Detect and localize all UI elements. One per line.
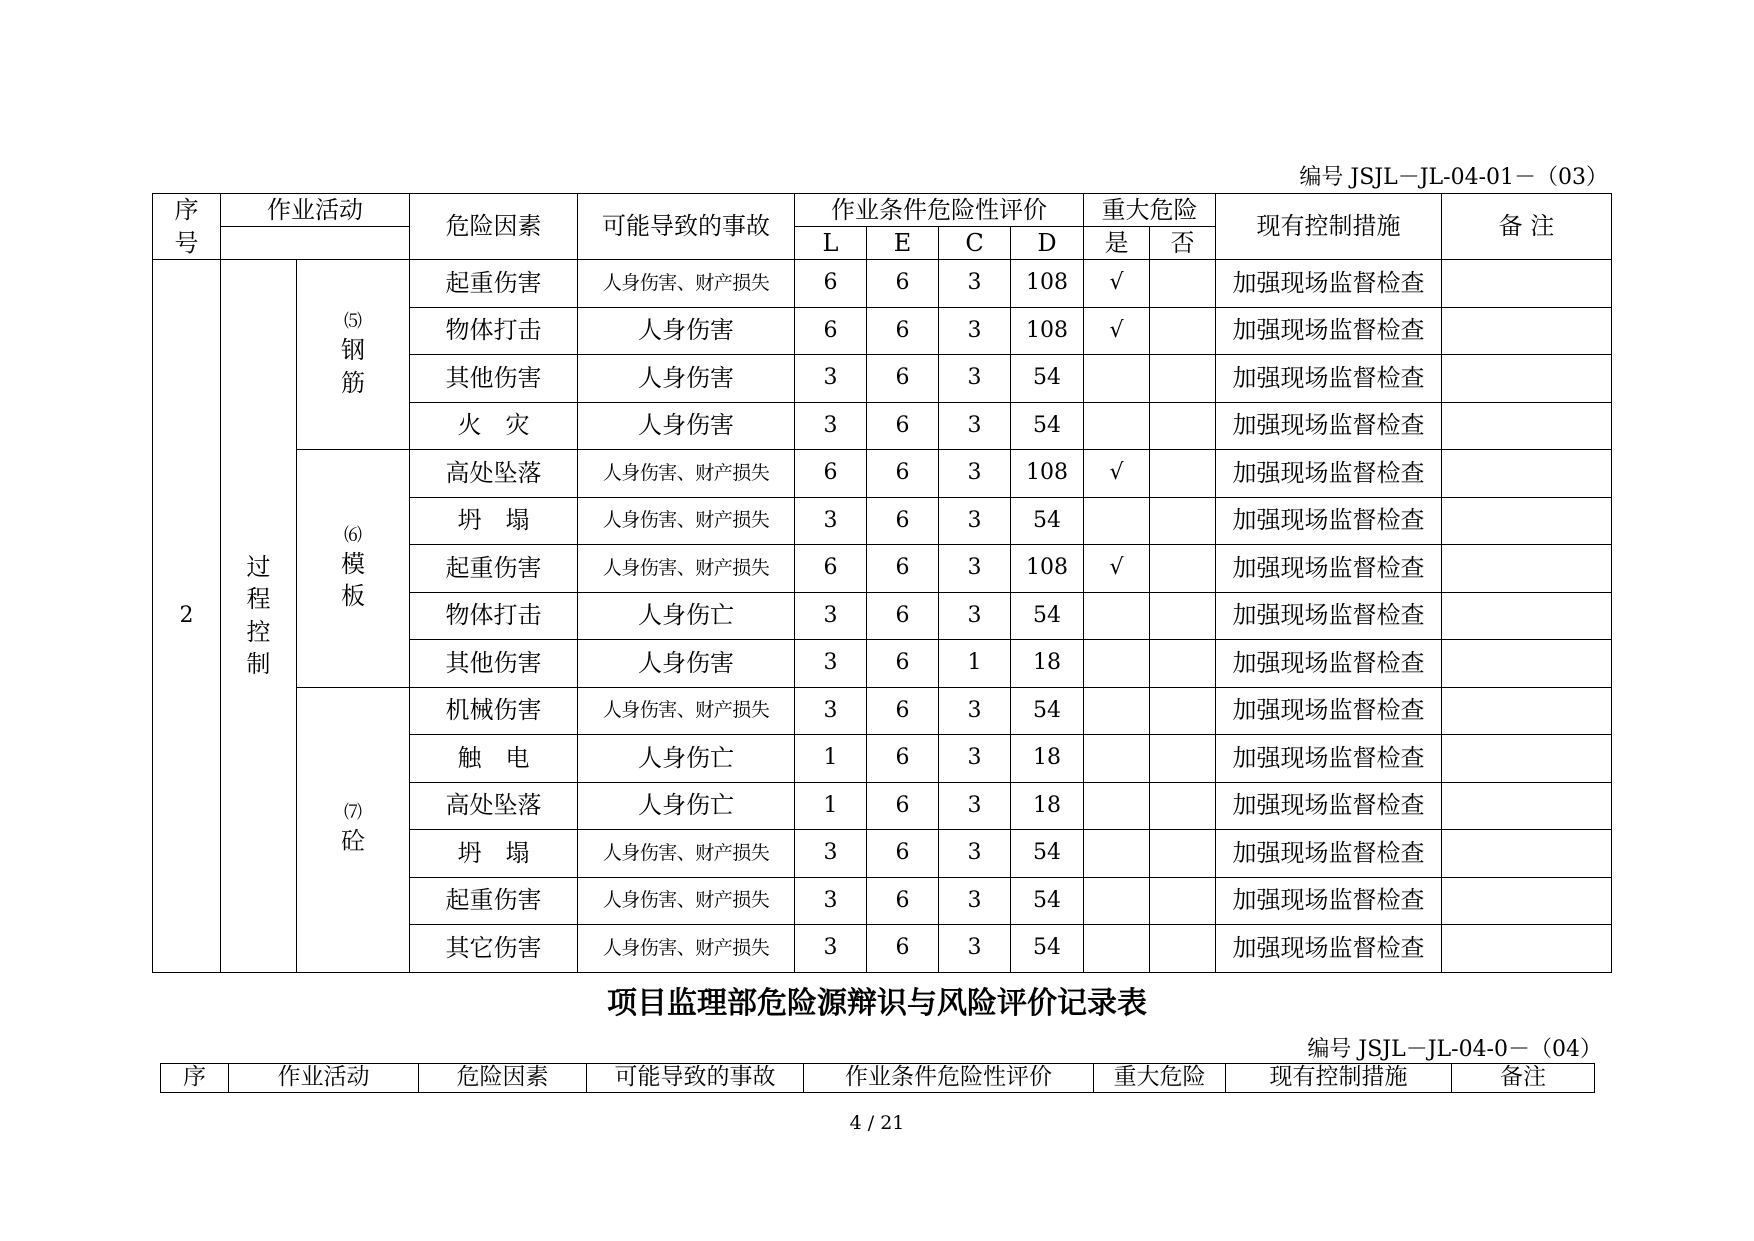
control-cell: 加强现场监督检查 <box>1216 260 1442 308</box>
c-value-cell: 3 <box>939 592 1011 640</box>
header-accident: 可能导致的事故 <box>578 194 795 260</box>
control-cell: 加强现场监督检查 <box>1216 877 1442 925</box>
major-yes-cell <box>1084 592 1150 640</box>
major-yes-cell <box>1084 830 1150 878</box>
header-hazard: 危险因素 <box>410 194 578 260</box>
remark-cell <box>1442 830 1612 878</box>
control-cell: 加强现场监督检查 <box>1216 497 1442 545</box>
remark-cell <box>1442 592 1612 640</box>
activity-sub-cell <box>297 687 410 972</box>
header-evaluation: 作业条件危险性评价 <box>795 194 1084 227</box>
major-yes-cell <box>1084 735 1150 783</box>
hazard-cell: 坍 塌 <box>410 830 578 878</box>
major-yes-cell: √ <box>1084 450 1150 498</box>
control-cell: 加强现场监督检查 <box>1216 925 1442 973</box>
c-value-cell: 3 <box>939 830 1011 878</box>
c-value-cell: 3 <box>939 450 1011 498</box>
header-activity-lower <box>221 227 410 260</box>
c-value-cell: 3 <box>939 877 1011 925</box>
accident-cell: 人身伤害 <box>578 640 795 688</box>
remark-cell <box>1442 260 1612 308</box>
accident-cell: 人身伤害、财产损失 <box>578 260 795 308</box>
major-no-cell <box>1150 592 1216 640</box>
accident-cell: 人身伤害、财产损失 <box>578 830 795 878</box>
l-value-cell: 3 <box>795 640 867 688</box>
d-value-cell: 54 <box>1011 830 1084 878</box>
c-value-cell: 3 <box>939 735 1011 783</box>
d-value-cell: 54 <box>1011 355 1084 403</box>
c-value-cell: 3 <box>939 782 1011 830</box>
header-no: 否 <box>1150 227 1216 260</box>
e-value-cell: 6 <box>867 687 939 735</box>
control-cell: 加强现场监督检查 <box>1216 687 1442 735</box>
major-no-cell <box>1150 877 1216 925</box>
activity-sub-cell <box>297 260 410 450</box>
d-value-cell: 54 <box>1011 925 1084 973</box>
major-yes-cell <box>1084 687 1150 735</box>
e-value-cell: 6 <box>867 925 939 973</box>
major-no-cell <box>1150 782 1216 830</box>
major-no-cell <box>1150 687 1216 735</box>
hazard-cell: 机械伤害 <box>410 687 578 735</box>
major-yes-cell: √ <box>1084 307 1150 355</box>
c-value-cell: 3 <box>939 497 1011 545</box>
l-value-cell: 6 <box>795 545 867 593</box>
table-row <box>153 450 1612 498</box>
accident-cell: 人身伤害、财产损失 <box>578 925 795 973</box>
c-value-cell: 3 <box>939 402 1011 450</box>
second-header-seq: 序 <box>161 1064 229 1093</box>
remark-cell <box>1442 355 1612 403</box>
control-cell: 加强现场监督检查 <box>1216 450 1442 498</box>
header-control: 现有控制措施 <box>1216 194 1442 260</box>
e-value-cell: 6 <box>867 830 939 878</box>
major-no-cell <box>1150 355 1216 403</box>
remark-cell <box>1442 782 1612 830</box>
activity-sub-number: ⑺ <box>344 802 362 824</box>
second-header-hazard: 危险因素 <box>419 1064 587 1093</box>
major-yes-cell <box>1084 402 1150 450</box>
c-value-cell: 3 <box>939 307 1011 355</box>
l-value-cell: 3 <box>795 497 867 545</box>
activity-sub-label: 模板 <box>341 550 365 611</box>
hazard-cell: 物体打击 <box>410 592 578 640</box>
control-cell: 加强现场监督检查 <box>1216 735 1442 783</box>
e-value-cell: 6 <box>867 782 939 830</box>
header-D: D <box>1011 227 1084 260</box>
second-header-accident: 可能导致的事故 <box>587 1064 804 1093</box>
accident-cell: 人身伤亡 <box>578 592 795 640</box>
major-no-cell <box>1150 830 1216 878</box>
l-value-cell: 6 <box>795 307 867 355</box>
major-no-cell <box>1150 925 1216 973</box>
document-code-2: 编号 JSJL－JL-04-0－（04） <box>1307 1037 1602 1062</box>
c-value-cell: 3 <box>939 355 1011 403</box>
control-cell: 加强现场监督检查 <box>1216 402 1442 450</box>
activity-sub-number: ⑸ <box>344 310 362 332</box>
major-yes-cell <box>1084 497 1150 545</box>
accident-cell: 人身伤害 <box>578 307 795 355</box>
hazard-cell: 起重伤害 <box>410 545 578 593</box>
major-yes-cell: √ <box>1084 260 1150 308</box>
major-no-cell <box>1150 497 1216 545</box>
control-cell: 加强现场监督检查 <box>1216 592 1442 640</box>
major-no-cell <box>1150 640 1216 688</box>
hazard-cell: 其它伤害 <box>410 925 578 973</box>
major-yes-cell <box>1084 640 1150 688</box>
d-value-cell: 54 <box>1011 402 1084 450</box>
d-value-cell: 54 <box>1011 497 1084 545</box>
d-value-cell: 54 <box>1011 687 1084 735</box>
e-value-cell: 6 <box>867 355 939 403</box>
accident-cell: 人身伤害、财产损失 <box>578 497 795 545</box>
major-no-cell <box>1150 402 1216 450</box>
e-value-cell: 6 <box>867 497 939 545</box>
remark-cell <box>1442 450 1612 498</box>
major-no-cell <box>1150 735 1216 783</box>
activity-sub-number: ⑹ <box>344 524 362 546</box>
control-cell: 加强现场监督检查 <box>1216 830 1442 878</box>
hazard-cell: 起重伤害 <box>410 877 578 925</box>
l-value-cell: 1 <box>795 735 867 783</box>
second-header-row <box>161 1064 1595 1093</box>
remark-cell <box>1442 877 1612 925</box>
e-value-cell: 6 <box>867 307 939 355</box>
l-value-cell: 6 <box>795 450 867 498</box>
l-value-cell: 3 <box>795 355 867 403</box>
page-title: 项目监理部危险源辩识与风险评价记录表 <box>607 986 1147 1021</box>
accident-cell: 人身伤亡 <box>578 735 795 783</box>
seq-cell: 2 <box>153 260 221 973</box>
hazard-cell: 火 灾 <box>410 402 578 450</box>
l-value-cell: 3 <box>795 402 867 450</box>
l-value-cell: 3 <box>795 877 867 925</box>
l-value-cell: 3 <box>795 592 867 640</box>
header-remark: 备 注 <box>1442 194 1612 260</box>
d-value-cell: 54 <box>1011 877 1084 925</box>
remark-cell <box>1442 497 1612 545</box>
e-value-cell: 6 <box>867 735 939 783</box>
hazard-cell: 其他伤害 <box>410 640 578 688</box>
d-value-cell: 54 <box>1011 592 1084 640</box>
e-value-cell: 6 <box>867 545 939 593</box>
remark-cell <box>1442 735 1612 783</box>
remark-cell <box>1442 925 1612 973</box>
hazard-cell: 物体打击 <box>410 307 578 355</box>
control-cell: 加强现场监督检查 <box>1216 640 1442 688</box>
major-no-cell <box>1150 307 1216 355</box>
c-value-cell: 3 <box>939 545 1011 593</box>
major-no-cell <box>1150 260 1216 308</box>
major-yes-cell: √ <box>1084 545 1150 593</box>
second-header-evaluation: 作业条件危险性评价 <box>804 1064 1094 1093</box>
e-value-cell: 6 <box>867 640 939 688</box>
l-value-cell: 6 <box>795 260 867 308</box>
accident-cell: 人身伤害、财产损失 <box>578 545 795 593</box>
d-value-cell: 108 <box>1011 450 1084 498</box>
control-cell: 加强现场监督检查 <box>1216 782 1442 830</box>
hazard-cell: 高处坠落 <box>410 782 578 830</box>
d-value-cell: 18 <box>1011 640 1084 688</box>
second-header-activity: 作业活动 <box>229 1064 419 1093</box>
remark-cell <box>1442 687 1612 735</box>
c-value-cell: 3 <box>939 260 1011 308</box>
accident-cell: 人身伤害 <box>578 402 795 450</box>
accident-cell: 人身伤害、财产损失 <box>578 450 795 498</box>
accident-cell: 人身伤害、财产损失 <box>578 877 795 925</box>
d-value-cell: 18 <box>1011 735 1084 783</box>
second-header-remark: 备注 <box>1452 1064 1595 1093</box>
d-value-cell: 108 <box>1011 545 1084 593</box>
l-value-cell: 3 <box>795 925 867 973</box>
hazard-cell: 高处坠落 <box>410 450 578 498</box>
table-row <box>153 687 1612 735</box>
header-seq: 序号 <box>153 194 221 260</box>
header-E: E <box>867 227 939 260</box>
second-header-control: 现有控制措施 <box>1226 1064 1452 1093</box>
page-number: 4 / 21 <box>849 1112 905 1134</box>
major-yes-cell <box>1084 877 1150 925</box>
activity-sub-label: 钢筋 <box>341 336 365 397</box>
activity-main-cell <box>221 260 297 973</box>
e-value-cell: 6 <box>867 260 939 308</box>
header-yes: 是 <box>1084 227 1150 260</box>
second-table-header <box>160 1063 1595 1093</box>
header-C: C <box>939 227 1011 260</box>
major-no-cell <box>1150 545 1216 593</box>
control-cell: 加强现场监督检查 <box>1216 307 1442 355</box>
d-value-cell: 18 <box>1011 782 1084 830</box>
l-value-cell: 1 <box>795 782 867 830</box>
major-no-cell <box>1150 450 1216 498</box>
remark-cell <box>1442 545 1612 593</box>
c-value-cell: 3 <box>939 687 1011 735</box>
header-activity: 作业活动 <box>221 194 410 227</box>
remark-cell <box>1442 307 1612 355</box>
header-L: L <box>795 227 867 260</box>
hazard-cell: 触 电 <box>410 735 578 783</box>
d-value-cell: 108 <box>1011 307 1084 355</box>
major-yes-cell <box>1084 355 1150 403</box>
e-value-cell: 6 <box>867 450 939 498</box>
control-cell: 加强现场监督检查 <box>1216 545 1442 593</box>
major-yes-cell <box>1084 782 1150 830</box>
accident-cell: 人身伤害、财产损失 <box>578 687 795 735</box>
hazard-cell: 其他伤害 <box>410 355 578 403</box>
c-value-cell: 1 <box>939 640 1011 688</box>
e-value-cell: 6 <box>867 877 939 925</box>
e-value-cell: 6 <box>867 592 939 640</box>
document-code: 编号 JSJL－JL-04-01－（03） <box>1299 165 1608 190</box>
remark-cell <box>1442 640 1612 688</box>
major-yes-cell <box>1084 925 1150 973</box>
l-value-cell: 3 <box>795 830 867 878</box>
activity-sub-label: 砼 <box>341 827 365 856</box>
second-header-major: 重大危险 <box>1094 1064 1226 1093</box>
c-value-cell: 3 <box>939 925 1011 973</box>
control-cell: 加强现场监督检查 <box>1216 355 1442 403</box>
table-row <box>153 260 1612 308</box>
accident-cell: 人身伤亡 <box>578 782 795 830</box>
hazard-table <box>152 193 1612 973</box>
accident-cell: 人身伤害 <box>578 355 795 403</box>
activity-sub-cell <box>297 450 410 688</box>
d-value-cell: 108 <box>1011 260 1084 308</box>
hazard-cell: 坍 塌 <box>410 497 578 545</box>
header-major: 重大危险 <box>1084 194 1216 227</box>
hazard-cell: 起重伤害 <box>410 260 578 308</box>
activity-main-label: 过程控制 <box>246 552 271 679</box>
l-value-cell: 3 <box>795 687 867 735</box>
e-value-cell: 6 <box>867 402 939 450</box>
header-row-1 <box>153 194 1612 227</box>
remark-cell <box>1442 402 1612 450</box>
